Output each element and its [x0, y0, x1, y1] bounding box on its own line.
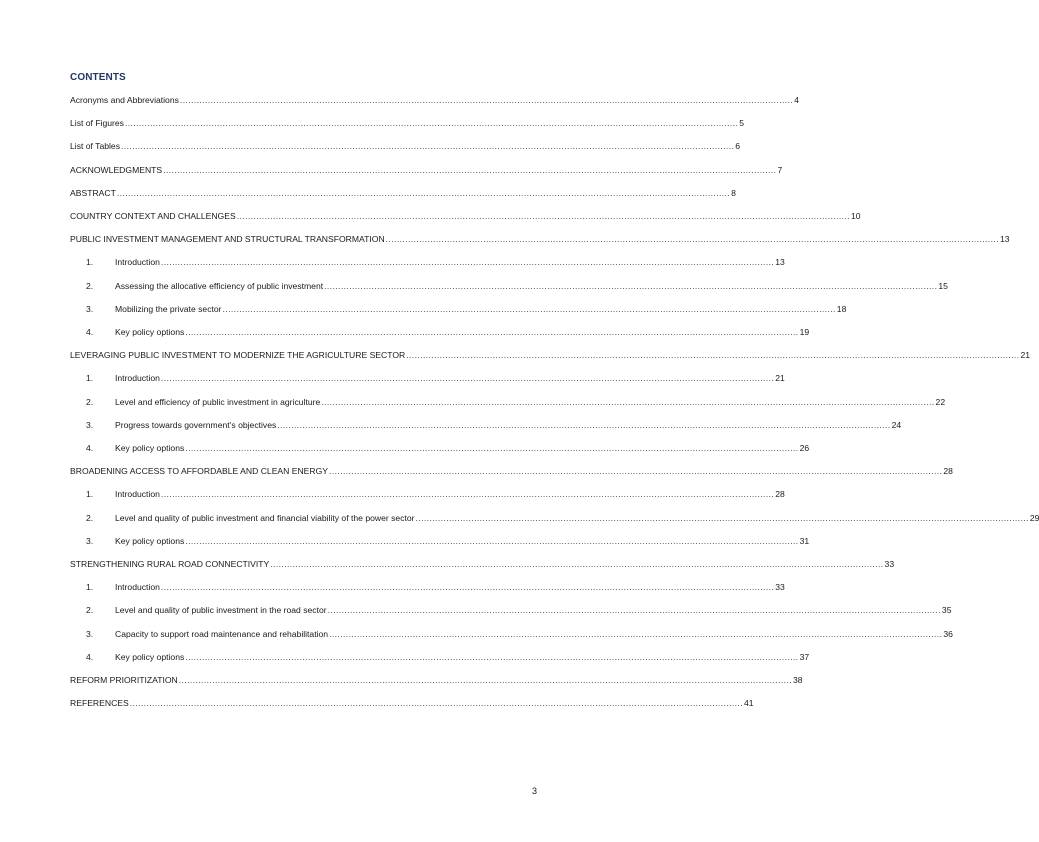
toc-entry-number: 1. — [86, 582, 94, 593]
toc-entry[interactable] — [70, 466, 953, 477]
toc-entry[interactable] — [70, 698, 754, 709]
toc-entry-label: STRENGTHENING RURAL ROAD CONNECTIVITY — [70, 559, 270, 569]
toc-entry-label: List of Tables — [70, 141, 121, 152]
toc-entry-page: 33 — [884, 559, 895, 569]
toc-entry-page: 35 — [941, 605, 952, 616]
toc-entry-label: Introduction — [115, 373, 160, 384]
toc-entry-page: 13 — [999, 234, 1010, 245]
toc-entry-label: Introduction — [115, 582, 160, 593]
toc-entry[interactable] — [70, 559, 895, 570]
toc-dot-leader: ............................................................................................................................................................................................................................ — [327, 605, 941, 616]
toc-entry-label: ABSTRACT — [70, 187, 116, 198]
toc-entry-label: LEVERAGING PUBLIC INVESTMENT TO MODERNIZE THE AGRICULTURE SECTOR — [70, 350, 406, 361]
toc-dot-leader: ............................................................................................................................................................................................................................ — [321, 396, 935, 407]
toc-entry[interactable] — [86, 605, 952, 616]
toc-dot-leader: ............................................................................................................................................................................................................................ — [124, 118, 739, 129]
toc-entry-page: 22 — [935, 396, 946, 407]
contents-heading: CONTENTS — [70, 72, 126, 83]
toc-entry-page: 7 — [777, 164, 783, 175]
toc-entry-page: 8 — [731, 187, 736, 198]
toc-entry-number: 3. — [86, 628, 94, 639]
toc-entry[interactable] — [70, 164, 783, 176]
toc-entry-page: 37 — [799, 651, 810, 662]
toc-entry-label: Mobilizing the private sector — [115, 303, 222, 314]
toc-entry[interactable] — [70, 141, 741, 152]
toc-dot-leader: ............................................................................................................................................................................................................................ — [385, 234, 999, 245]
toc-entry[interactable] — [86, 582, 785, 593]
toc-entry[interactable] — [70, 234, 1010, 245]
toc-entry-page: 21 — [775, 373, 785, 384]
toc-entry[interactable] — [86, 373, 785, 384]
toc-dot-leader: ............................................................................................................................................................................................................................ — [185, 651, 799, 662]
toc-entry-number: 2. — [86, 396, 94, 407]
toc-entry-number: 2. — [86, 605, 94, 616]
toc-entry-label: Key policy options — [115, 327, 185, 337]
toc-dot-leader: ............................................................................................................................................................................................................................ — [415, 512, 1029, 523]
toc-entry-number: 4. — [86, 327, 94, 337]
toc-entry-label: BROADENING ACCESS TO AFFORDABLE AND CLEAN ENERGY — [70, 466, 329, 477]
toc-entry-page: 18 — [836, 303, 847, 314]
toc-dot-leader: ............................................................................................................................................................................................................................ — [329, 628, 943, 639]
toc-dot-leader: ............................................................................................................................................................................................................................ — [160, 257, 775, 268]
toc-entry-label: ACKNOWLEDGMENTS — [70, 164, 163, 175]
toc-entry-label: Assessing the allocative efficiency of public investment — [115, 280, 324, 291]
page-number: 3 — [532, 786, 538, 796]
toc-dot-leader: ............................................................................................................................................................................................................................ — [185, 327, 799, 337]
toc-entry-label: COUNTRY CONTEXT AND CHALLENGES — [70, 211, 236, 221]
toc-entry-page: 36 — [943, 628, 953, 639]
toc-dot-leader: ............................................................................................................................................................................................................................ — [324, 280, 938, 291]
toc-dot-leader: ............................................................................................................................................................................................................................ — [185, 535, 799, 546]
toc-entry[interactable] — [86, 257, 785, 268]
toc-entry-number: 2. — [86, 512, 94, 523]
toc-entry-page: 29 — [1029, 512, 1039, 523]
toc-entry[interactable] — [86, 535, 810, 547]
toc-entry[interactable] — [86, 327, 810, 338]
toc-entry[interactable] — [70, 211, 861, 222]
toc-entry-number: 3. — [86, 303, 94, 314]
toc-entry[interactable] — [86, 303, 847, 315]
toc-entry[interactable] — [70, 95, 799, 106]
toc-entry[interactable] — [70, 675, 803, 686]
toc-entry[interactable] — [86, 396, 946, 408]
toc-entry-label: Acronyms and Abbreviations — [70, 95, 179, 105]
toc-entry[interactable] — [86, 280, 948, 292]
toc-entry-page: 31 — [799, 535, 810, 546]
toc-dot-leader: ............................................................................................................................................................................................................................ — [222, 303, 836, 314]
toc-entry-page: 26 — [799, 443, 810, 453]
toc-entry[interactable] — [86, 651, 810, 663]
toc-entry-number: 1. — [86, 489, 94, 500]
toc-entry-page: 6 — [735, 141, 741, 152]
toc-dot-leader: ............................................................................................................................................................................................................................ — [270, 559, 884, 569]
toc-dot-leader: ............................................................................................................................................................................................................................ — [179, 95, 794, 105]
toc-entry-page: 41 — [744, 698, 754, 709]
toc-entry-page: 13 — [775, 257, 785, 268]
toc-entry-page: 4 — [794, 95, 799, 105]
toc-entry-page: 21 — [1020, 350, 1031, 361]
toc-entry-number: 4. — [86, 443, 94, 453]
toc-dot-leader: ............................................................................................................................................................................................................................ — [163, 164, 777, 175]
toc-entry-label: Introduction — [115, 489, 160, 500]
toc-entry-label: Key policy options — [115, 651, 185, 662]
toc-dot-leader: ............................................................................................................................................................................................................................ — [406, 350, 1020, 361]
toc-entry[interactable] — [86, 628, 953, 640]
toc-dot-leader: ............................................................................................................................................................................................................................ — [160, 582, 775, 593]
toc-entry-page: 28 — [775, 489, 785, 500]
toc-entry-page: 15 — [938, 280, 948, 291]
toc-entry-number: 1. — [86, 373, 94, 384]
toc-dot-leader: ............................................................................................................................................................................................................................ — [185, 443, 799, 453]
toc-dot-leader: ............................................................................................................................................................................................................................ — [329, 466, 943, 477]
toc-entry-page: 33 — [775, 582, 785, 593]
toc-entry-page: 19 — [799, 327, 810, 337]
toc-entry-number: 2. — [86, 280, 94, 291]
toc-dot-leader: ............................................................................................................................................................................................................................ — [129, 698, 744, 709]
toc-entry-label: List of Figures — [70, 118, 124, 129]
toc-entry-label: Introduction — [115, 257, 160, 268]
toc-dot-leader: ............................................................................................................................................................................................................................ — [178, 675, 793, 685]
toc-entry-label: REFORM PRIORITIZATION — [70, 675, 178, 685]
toc-entry-number: 3. — [86, 419, 94, 430]
toc-entry[interactable] — [70, 350, 1031, 361]
toc-dot-leader: ............................................................................................................................................................................................................................ — [160, 489, 775, 500]
toc-entry[interactable] — [86, 489, 785, 500]
toc-entry-label: Key policy options — [115, 535, 185, 546]
toc-entry[interactable] — [86, 512, 1039, 524]
toc-entry-label: Key policy options — [115, 443, 185, 453]
toc-entry-page: 38 — [793, 675, 803, 685]
toc-dot-leader: ............................................................................................................................................................................................................................ — [121, 141, 735, 152]
toc-entry-number: 4. — [86, 651, 94, 662]
toc-entry[interactable] — [70, 187, 736, 199]
toc-dot-leader: ............................................................................................................................................................................................................................ — [236, 211, 850, 221]
toc-entry-label: Progress towards government’s objectives — [115, 419, 277, 430]
toc-entry-label: REFERENCES — [70, 698, 129, 709]
toc-entry-number: 3. — [86, 535, 94, 546]
toc-entry[interactable] — [86, 443, 810, 454]
toc-entry-label: Level and quality of public investment in the road sector — [115, 605, 327, 616]
toc-entry-label: Level and quality of public investment and financial viability of the power sector — [115, 512, 415, 523]
toc-entry-label: Capacity to support road maintenance and rehabilitation — [115, 628, 329, 639]
toc-dot-leader: ............................................................................................................................................................................................................................ — [160, 373, 775, 384]
toc-entry[interactable] — [70, 118, 745, 129]
toc-dot-leader: ............................................................................................................................................................................................................................ — [277, 419, 891, 430]
toc-entry-page: 24 — [891, 419, 902, 430]
toc-dot-leader: ............................................................................................................................................................................................................................ — [116, 187, 731, 198]
toc-entry[interactable] — [86, 419, 902, 431]
toc-entry-number: 1. — [86, 257, 94, 268]
toc-entry-label: Level and efficiency of public investment in agriculture — [115, 396, 321, 407]
toc-entry-page: 5 — [739, 118, 745, 129]
toc-entry-label: PUBLIC INVESTMENT MANAGEMENT AND STRUCTURAL TRANSFORMATION — [70, 234, 385, 245]
toc-entry-page: 10 — [851, 211, 861, 221]
toc-entry-page: 28 — [943, 466, 953, 477]
